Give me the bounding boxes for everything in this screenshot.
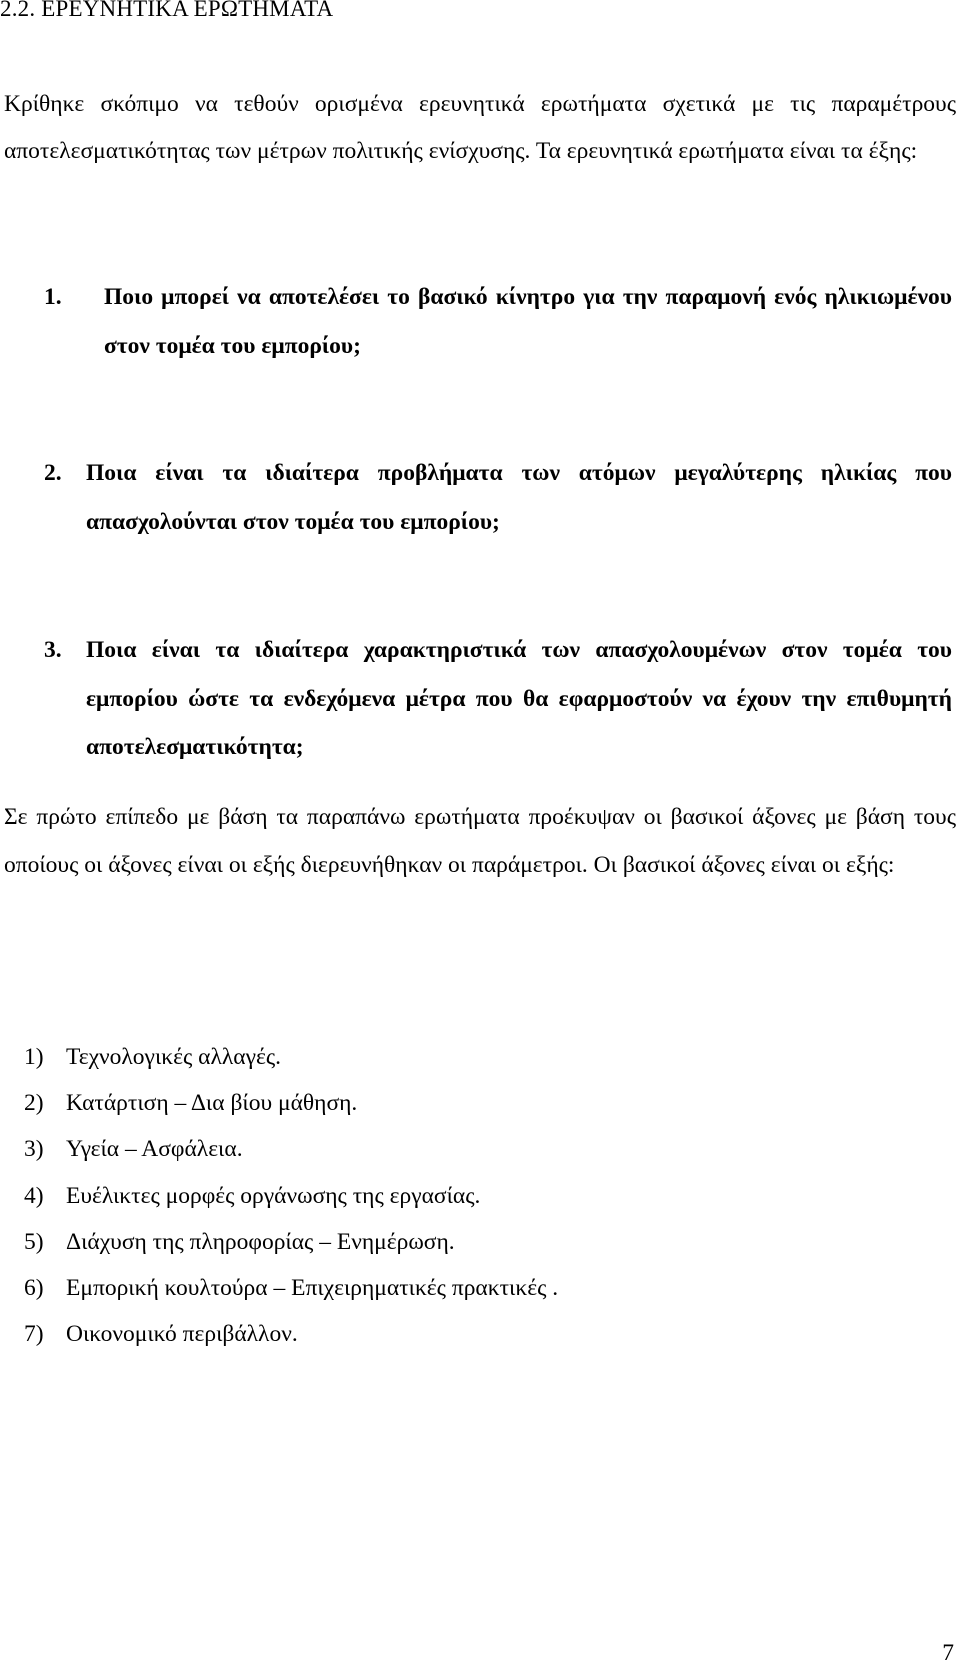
list-item-number: 7) (24, 1321, 44, 1348)
list-item-number: 4) (24, 1182, 44, 1209)
list-item-number: 6) (24, 1274, 44, 1301)
list-item-label: Διάχυση της πληροφορίας – Ενημέρωση. (66, 1228, 455, 1255)
list-item-label: Οικονομικό περιβάλλον. (66, 1321, 298, 1348)
list-item-number: 5) (24, 1228, 44, 1255)
list-item-number: 2) (24, 1090, 44, 1117)
page-number: 7 (942, 1640, 954, 1666)
list-item-label: Εμπορική κουλτούρα – Επιχειρηματικές πρακτικές . (66, 1274, 559, 1301)
intro-paragraph: Κρίθηκε σκόπιμο να τεθούν ορισμένα ερευνητικά ερωτήματα σχετικά με τις παραμέτρους αποτελεσματικότητας των μέτρων πολιτικής ενίσχυσης. Τα ερευνητικά ερωτήματα είναι τα έξης: (4, 91, 956, 164)
list-item (24, 1088, 558, 1134)
question-text: Ποια είναι τα ιδιαίτερα χαρακτηριστικά των απασχολουμένων στον τομέα του εμπορίου ώστε τα ενδεχόμενα μέτρα που θα εφαρμοστούν να έχουν την επιθυμητή αποτελεσματικότητα; (86, 637, 952, 760)
list-item (24, 1319, 558, 1365)
list-item-label: Κατάρτιση – Δια βίου μάθηση. (66, 1090, 358, 1117)
list-item-label: Τεχνολογικές αλλαγές. (66, 1044, 281, 1070)
list-item (24, 1042, 558, 1088)
list-item-label: Ευέλικτες μορφές οργάνωσης της εργασίας. (66, 1182, 481, 1209)
list-item-number: 3) (24, 1136, 44, 1163)
question-number: 2. (44, 460, 62, 486)
list-item (24, 1273, 558, 1319)
list-item (24, 1227, 558, 1273)
section-heading: 2.2. ΕΡΕΥΝΗΤΙΚΑ ΕΡΩΤΗΜΑΤΑ (0, 0, 334, 21)
question-text: Ποιο μπορεί να αποτελέσει το βασικό κίνητρο για την παραμονή ενός ηλικιωμένου στον τομέα του εμπορίου; (104, 284, 952, 359)
summary-paragraph: Σε πρώτο επίπεδο με βάση τα παραπάνω ερωτήματα προέκυψαν οι βασικοί άξονες με βάση τους οποίους οι άξονες είναι οι εξής διερευνήθηκαν οι παράμετροι. Οι βασικοί άξονες είναι οι εξής: (4, 804, 956, 878)
axes-list (24, 1042, 558, 1365)
list-item (24, 1181, 558, 1227)
question-number: 1. (44, 284, 62, 310)
list-item-number: 1) (24, 1044, 44, 1070)
question-number: 3. (44, 637, 62, 663)
research-question-1 (44, 273, 952, 370)
list-item-label: Υγεία – Ασφάλεια. (66, 1136, 243, 1163)
list-item (24, 1134, 558, 1180)
research-question-2 (44, 449, 952, 546)
research-question-3 (44, 626, 952, 772)
question-text: Ποια είναι τα ιδιαίτερα προβλήματα των ατόμων μεγαλύτερης ηλικίας που απασχολούνται στον τομέα του εμπορίου; (86, 460, 952, 535)
